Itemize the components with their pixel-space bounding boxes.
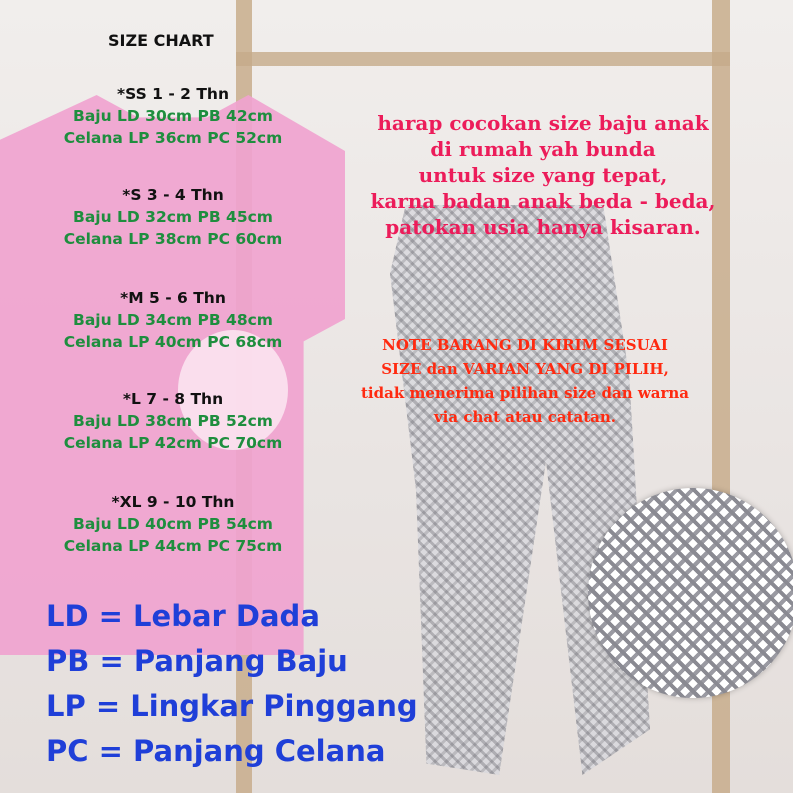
size-baju-line: Baju LD 40cm PB 54cm xyxy=(73,515,273,533)
advice-line: untuk size yang tepat, xyxy=(418,163,668,187)
size-block-l xyxy=(38,388,308,454)
size-block-m xyxy=(38,287,308,353)
legend-pb: PB = Panjang Baju xyxy=(46,644,348,678)
size-heading: *M 5 - 6 Thn xyxy=(120,289,226,307)
size-celana-line: Celana LP 36cm PC 52cm xyxy=(63,129,283,147)
advice-line: di rumah yah bunda xyxy=(430,137,656,161)
size-celana-line: Celana LP 42cm PC 70cm xyxy=(63,434,283,452)
abbreviation-legend xyxy=(46,594,418,774)
size-celana-line: Celana LP 44cm PC 75cm xyxy=(63,537,283,555)
note-line: SIZE dan VARIAN YANG DI PILIH, xyxy=(381,360,669,378)
size-heading: *S 3 - 4 Thn xyxy=(122,186,224,204)
legend-lp: LP = Lingkar Pinggang xyxy=(46,689,418,723)
legend-ld: LD = Lebar Dada xyxy=(46,599,320,633)
size-celana-line: Celana LP 40cm PC 68cm xyxy=(63,333,283,351)
advice-line: harap cocokan size baju anak xyxy=(377,111,709,135)
size-baju-line: Baju LD 32cm PB 45cm xyxy=(73,208,273,226)
size-block-xl xyxy=(38,491,308,557)
legend-pc: PC = Panjang Celana xyxy=(46,734,386,768)
size-block-ss xyxy=(38,83,308,149)
size-advice-note xyxy=(318,110,768,240)
size-baju-line: Baju LD 38cm PB 52cm xyxy=(73,412,273,430)
shipping-note xyxy=(286,333,764,429)
wooden-rack-bar xyxy=(236,52,730,66)
advice-line: karna badan anak beda - beda, xyxy=(370,189,716,213)
advice-line: patokan usia hanya kisaran. xyxy=(385,215,701,239)
fabric-zoom-circle xyxy=(588,488,793,698)
size-heading: *SS 1 - 2 Thn xyxy=(117,85,229,103)
size-baju-line: Baju LD 34cm PB 48cm xyxy=(73,311,273,329)
size-chart-title: SIZE CHART xyxy=(108,31,214,50)
size-celana-line: Celana LP 38cm PC 60cm xyxy=(63,230,283,248)
size-heading: *XL 9 - 10 Thn xyxy=(111,493,235,511)
size-block-s xyxy=(38,184,308,250)
size-heading: *L 7 - 8 Thn xyxy=(122,390,224,408)
size-baju-line: Baju LD 30cm PB 42cm xyxy=(73,107,273,125)
note-line: via chat atau catatan. xyxy=(433,408,617,426)
note-line: NOTE BARANG DI KIRIM SESUAI xyxy=(382,336,668,354)
note-line: tidak menerima pilihan size dan warna xyxy=(361,384,689,402)
